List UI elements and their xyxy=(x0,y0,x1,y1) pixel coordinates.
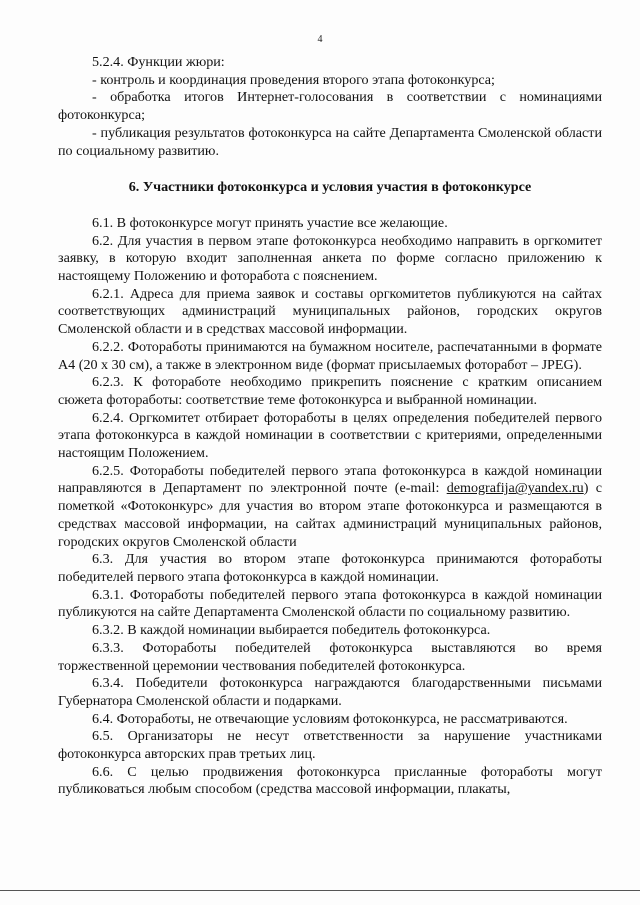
paragraph-6-5: 6.5. Организаторы не несут ответственности за нарушение участниками фотоконкурса авторских прав третьих лиц. xyxy=(58,728,602,763)
paragraph-6-1: 6.1. В фотоконкурсе могут принять участие все желающие. xyxy=(92,214,448,231)
paragraph-6-2-5-text-after: ) с пометкой «Фотоконкурс» для участия во втором этапе фотоконкурса и размещаются в средствах массовой информации, на сайтах администраций муниципальных районов, городских округов Смоленской области xyxy=(58,480,602,550)
paragraph-6-2-5 xyxy=(58,463,602,552)
paragraph-6-3: 6.3. Для участия во втором этапе фотоконкурса принимаются фотоработы победителей первого этапа фотоконкурса в каждой номинации. xyxy=(58,551,602,585)
section-title: 6. Участники фотоконкурса и условия участия в фотоконкурсе xyxy=(128,179,532,196)
paragraph-6-4: 6.4. Фотоработы, не отвечающие условиям фотоконкурса, не рассматриваются. xyxy=(92,710,568,727)
jury-function-item: - обработка итогов Интернет-голосования в соответствии с номинациями фотоконкурса; xyxy=(58,89,602,124)
email-link[interactable]: demografija@yandex.ru xyxy=(446,480,584,497)
paragraph-6-2-4: 6.2.4. Оргкомитет отбирает фотоработы в целях определения победителей первого этапа фотоконкурса в каждой номинации в соответствии с критериями, определенными настоящим Положением. xyxy=(58,409,602,462)
paragraph-6-2-3: 6.2.3. К фотоработе необходимо прикрепить пояснение с кратким описанием сюжета фотоработы: соответствие теме фотоконкурса и выбранной номинации. xyxy=(58,374,602,408)
paragraph-6-2: 6.2. Для участия в первом этапе фотоконкурса необходимо направить в оргкомитет заявку, в которую входит заполненная анкета по форме согласно приложению к настоящему Положению и фоторабота с пояснением. xyxy=(58,232,602,285)
jury-functions-heading: 5.2.4. Функции жюри: xyxy=(92,54,225,70)
page-number: 4 xyxy=(317,34,323,45)
jury-function-item: - публикация результатов фотоконкурса на сайте Департамента Смоленской области по социальному развитию. xyxy=(58,124,602,159)
paragraph-6-2-2: 6.2.2. Фотоработы принимаются на бумажном носителе, распечатанными в формате А4 (20 х 30 см), а также в электронном виде (формат присылаемых фоторабот – JPEG). xyxy=(58,338,602,373)
paragraph-6-3-2: 6.3.2. В каждой номинации выбирается победитель фотоконкурса. xyxy=(92,622,491,639)
jury-function-item: - контроль и координация проведения второго этапа фотоконкурса; xyxy=(92,71,495,88)
paragraph-6-3-3: 6.3.3. Фотоработы победителей фотоконкурса выставляются во время торжественной церемонии чествования победителей фотоконкурса. xyxy=(58,639,602,674)
paragraph-6-6: 6.6. С целью продвижения фотоконкурса присланные фотоработы могут публиковаться любым способом (средства массовой информации, плакаты, xyxy=(58,763,602,798)
document-body xyxy=(58,54,602,799)
paragraph-6-3-1: 6.3.1. Фотоработы победителей первого этапа фотоконкурса в каждой номинации публикуются на сайте Департамента Смоленской области по социальному развитию. xyxy=(58,586,602,621)
paragraph-6-3-4: 6.3.4. Победители фотоконкурса награждаются благодарственными письмами Губернатора Смоленской области и подарками. xyxy=(58,675,602,709)
paragraph-6-2-1: 6.2.1. Адреса для приема заявок и составы оргкомитетов публикуются на сайтах соответствующих администраций муниципальных районов, городских округов Смоленской области и в средствах массовой информации. xyxy=(58,285,602,338)
scan-edge-line xyxy=(0,890,640,891)
paragraph-6-2-5-text-before: 6.2.5. Фотоработы победителей первого этапа фотоконкурса в каждой номинации направляются в Департамент по электронной почте (e-mail: xyxy=(58,462,602,497)
